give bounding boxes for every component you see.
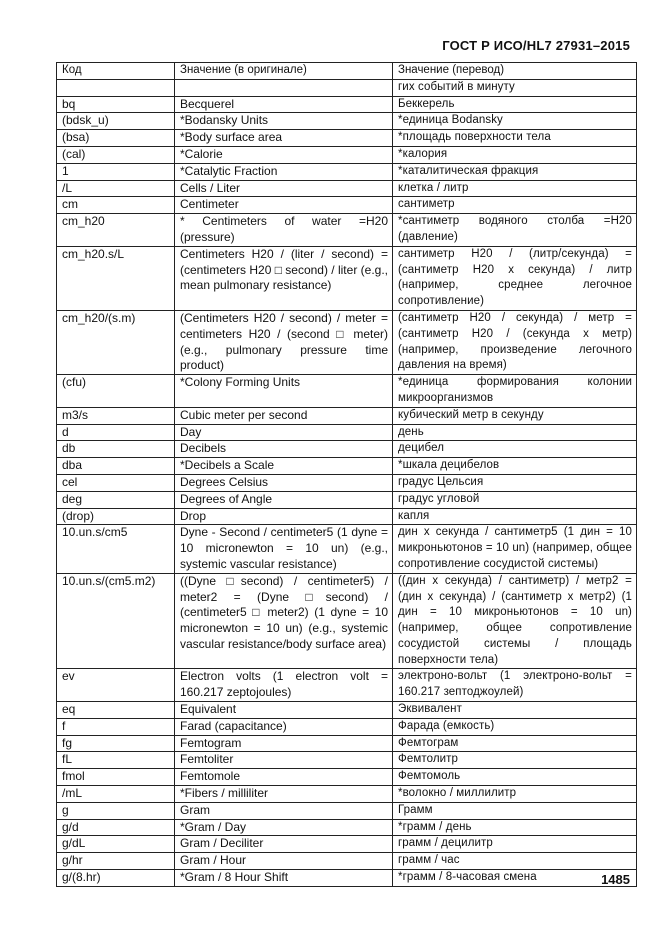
cell-code: m3/s [57,407,175,424]
table-row [57,718,637,735]
cell-original: Gram / Hour [175,853,393,870]
cell-code: g/dL [57,836,175,853]
table-row [57,752,637,769]
cell-translation: ((дин x секунда) / сантиметр) / метр2 = (дин x секунда) / (сантиметр x метр2) (1 дин = 10 микроньютонов = 10 un) (например, общее сопротивление сосудистой системы / площадь поверхности тела) [393,573,637,669]
table-row [57,525,637,573]
cell-translation: *грамм / 8-часовая смена [393,870,637,887]
table-row [57,474,637,491]
table-row [57,573,637,669]
page-number: 1485 [601,872,630,887]
cell-code: db [57,441,175,458]
table-row [57,819,637,836]
cell-code: /L [57,180,175,197]
table-row [57,441,637,458]
cell-original: * Centimeters of water =H20 (pressure) [175,214,393,247]
cell-code: (cfu) [57,375,175,408]
cell-translation: сантиметр [393,197,637,214]
cell-original: Drop [175,508,393,525]
cell-translation: *площадь поверхности тела [393,130,637,147]
cell-translation: *шкала децибелов [393,458,637,475]
cell-translation: *единица Bodansky [393,113,637,130]
cell-original: Cells / Liter [175,180,393,197]
cell-code: cm_h20/(s.m) [57,310,175,374]
cell-code: 1 [57,163,175,180]
table-row [57,130,637,147]
cell-code: cel [57,474,175,491]
column-header-original: Значение (в оригинале) [175,63,393,80]
table-row [57,79,637,96]
cell-original [175,79,393,96]
cell-code: g/(8.hr) [57,870,175,887]
cell-original: Degrees Celsius [175,474,393,491]
table-row [57,853,637,870]
cell-translation: Фарада (емкость) [393,718,637,735]
cell-code: eq [57,702,175,719]
cell-translation: *грамм / день [393,819,637,836]
cell-original: Femtomole [175,769,393,786]
table-row [57,491,637,508]
cell-code: 10.un.s/cm5 [57,525,175,573]
cell-code: g [57,802,175,819]
cell-original: ((Dyne □second) / centimeter5) / meter2 = (Dyne □second) / (centimeter5 □ meter2) (1 dyne = 10 micronewton = 10 un) (e.g., systemic vascular resistance/body surface area) [175,573,393,669]
cell-original: Degrees of Angle [175,491,393,508]
cell-original: *Bodansky Units [175,113,393,130]
cell-translation: *сантиметр водяного столба =H20 (давление) [393,214,637,247]
cell-code: bq [57,96,175,113]
cell-translation: Фемтомоль [393,769,637,786]
cell-translation: *каталитическая фракция [393,163,637,180]
cell-code: (drop) [57,508,175,525]
table-row [57,310,637,374]
cell-original: Becquerel [175,96,393,113]
table-row [57,146,637,163]
cell-code: g/d [57,819,175,836]
cell-code: ev [57,669,175,702]
column-header-translation: Значение (перевод) [393,63,637,80]
cell-code: deg [57,491,175,508]
table-row [57,669,637,702]
cell-code: (cal) [57,146,175,163]
table-row [57,458,637,475]
cell-code [57,79,175,96]
cell-original: *Calorie [175,146,393,163]
cell-original: Femtogram [175,735,393,752]
table-row [57,197,637,214]
cell-translation: градус Цельсия [393,474,637,491]
cell-code: fL [57,752,175,769]
table-row [57,214,637,247]
cell-translation: сантиметр H20 / (литр/секунда) = (сантиметр H20 x секунда) / литр (например, среднее легочное сопротивление) [393,246,637,310]
units-table-body [57,63,637,887]
cell-translation: дин x секунда / сантиметр5 (1 дин = 10 микроньютонов = 10 un) (например, общее сопротивление сосудистой системы) [393,525,637,573]
cell-translation: день [393,424,637,441]
cell-original: *Gram / 8 Hour Shift [175,870,393,887]
cell-translation: Фемтолитр [393,752,637,769]
cell-original: *Body surface area [175,130,393,147]
cell-translation: Беккерель [393,96,637,113]
cell-code: f [57,718,175,735]
cell-translation: Фемтограм [393,735,637,752]
cell-translation: капля [393,508,637,525]
cell-translation: кубический метр в секунду [393,407,637,424]
cell-code: dba [57,458,175,475]
document-header: ГОСТ Р ИСО/HL7 27931–2015 [442,38,630,53]
column-header-code: Код [57,63,175,80]
table-row [57,375,637,408]
cell-original: Femtoliter [175,752,393,769]
cell-translation: электроно-вольт (1 электроно-вольт = 160.217 зептоджоулей) [393,669,637,702]
table-row [57,508,637,525]
cell-original: (Centimeters H20 / second) / meter = centimeters H20 / (second □ meter) (e.g., pulmonary pressure time product) [175,310,393,374]
cell-translation: градус угловой [393,491,637,508]
table-row [57,407,637,424]
table-row [57,735,637,752]
cell-code: (bdsk_u) [57,113,175,130]
cell-original: Cubic meter per second [175,407,393,424]
table-row [57,246,637,310]
cell-translation: гих событий в минуту [393,79,637,96]
cell-original: Gram / Deciliter [175,836,393,853]
table-row [57,113,637,130]
cell-translation: (сантиметр H20 / секунда) / метр = (сантиметр H20 / (секунда x метр) (например, произведение легочного давления на время) [393,310,637,374]
cell-translation: грамм / децилитр [393,836,637,853]
cell-original: *Gram / Day [175,819,393,836]
table-row [57,702,637,719]
cell-translation: грамм / час [393,853,637,870]
table-row [57,424,637,441]
table-row [57,870,637,887]
cell-original: Day [175,424,393,441]
cell-code: fg [57,735,175,752]
table-row [57,180,637,197]
cell-translation: Эквивалент [393,702,637,719]
table-row [57,769,637,786]
table-row [57,836,637,853]
cell-code: cm_h20 [57,214,175,247]
cell-translation: *единица формирования колонии микроорганизмов [393,375,637,408]
cell-original: Centimeter [175,197,393,214]
units-table [56,62,637,887]
cell-code: cm [57,197,175,214]
cell-original: Centimeters H20 / (liter / second) = (centimeters H20 □ second) / liter (e.g., mean pulmonary resistance) [175,246,393,310]
cell-code: /mL [57,786,175,803]
cell-code: cm_h20.s/L [57,246,175,310]
table-header-row [57,63,637,80]
cell-original: *Colony Forming Units [175,375,393,408]
table-row [57,786,637,803]
cell-code: g/hr [57,853,175,870]
cell-translation: децибел [393,441,637,458]
cell-code: fmol [57,769,175,786]
cell-original: Farad (capacitance) [175,718,393,735]
cell-original: *Decibels a Scale [175,458,393,475]
cell-translation: клетка / литр [393,180,637,197]
cell-original: Dyne - Second / centimeter5 (1 dyne = 10 micronewton = 10 un) (e.g., systemic vascular resistance) [175,525,393,573]
cell-code: 10.un.s/(cm5.m2) [57,573,175,669]
cell-original: *Catalytic Fraction [175,163,393,180]
cell-code: (bsa) [57,130,175,147]
table-row [57,163,637,180]
cell-original: Equivalent [175,702,393,719]
cell-original: *Fibers / milliliter [175,786,393,803]
cell-translation: *калория [393,146,637,163]
cell-original: Electron volts (1 electron volt = 160.217 zeptojoules) [175,669,393,702]
table-row [57,96,637,113]
cell-code: d [57,424,175,441]
cell-translation: Грамм [393,802,637,819]
cell-translation: *волокно / миллилитр [393,786,637,803]
cell-original: Decibels [175,441,393,458]
table-row [57,802,637,819]
cell-original: Gram [175,802,393,819]
